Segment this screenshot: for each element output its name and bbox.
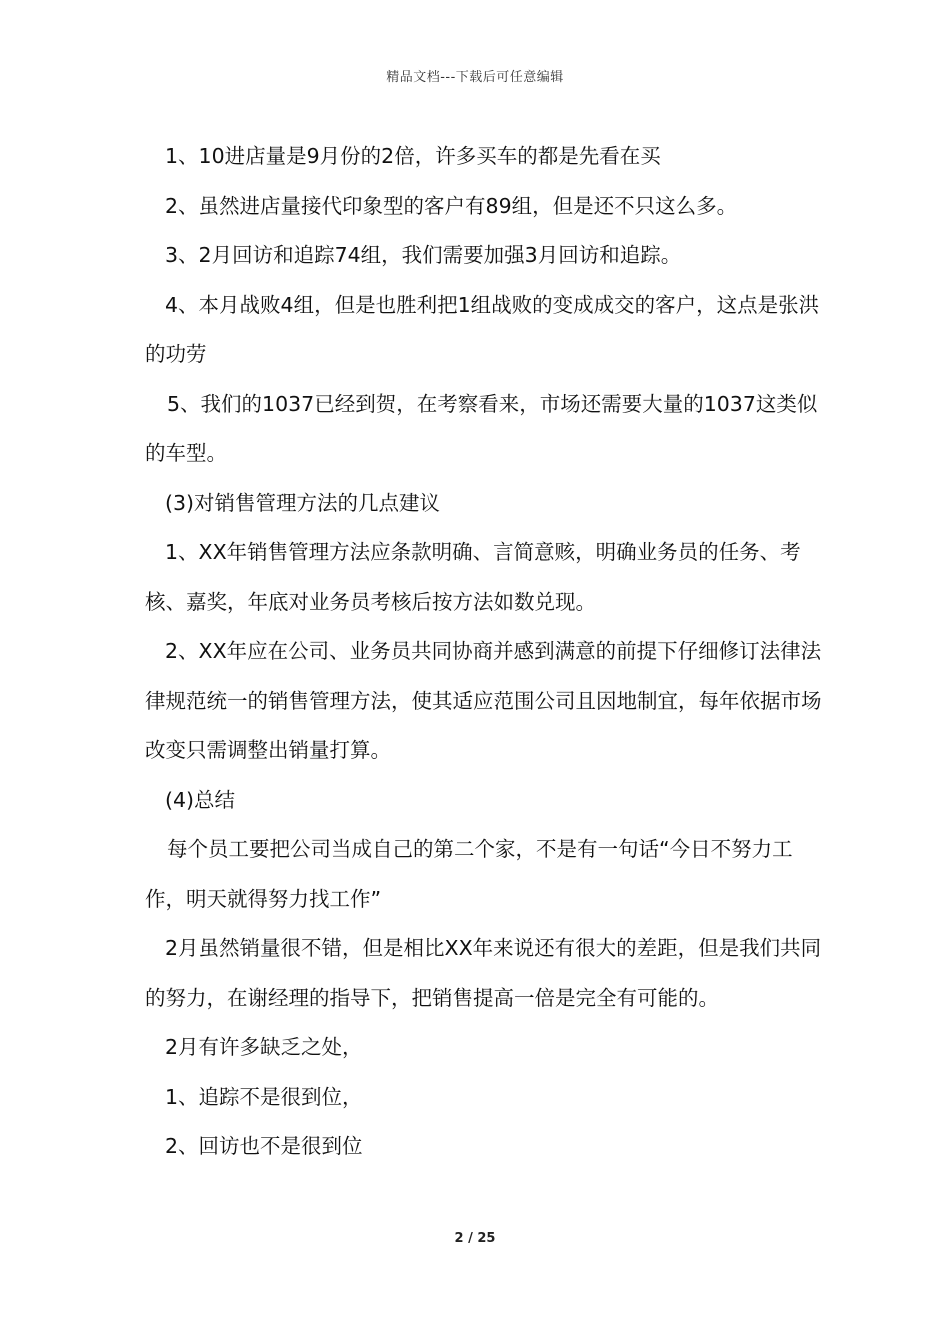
page-header: 精品文档---下载后可任意编辑	[386, 70, 564, 85]
paragraph: 每个员工要把公司当成自己的第二个家，不是有一句话“今日不努力工作，明天就得努力找工作”	[145, 837, 793, 911]
paragraph: 3、2月回访和追踪74组，我们需要加强3月回访和追踪。	[165, 243, 682, 267]
paragraph: 2、回访也不是很到位	[165, 1134, 363, 1158]
paragraph: 1、10进店量是9月份的2倍，许多买车的都是先看在买	[165, 144, 661, 168]
document-body	[145, 132, 825, 1172]
paragraph: 4、本月战败4组，但是也胜利把1组战败的变成成交的客户，这点是张洪的功劳	[145, 292, 820, 366]
section-heading: (4)总结	[165, 787, 236, 812]
paragraph: 2、XX年应在公司、业务员共同协商并感到满意的前提下仔细修订法律法律规范统一的销售管理方法，使其适应范围公司且因地制宜，每年依据市场改变只需调整出销量打算。	[145, 639, 822, 762]
paragraph: 1、追踪不是很到位，	[165, 1084, 363, 1109]
paragraph: 1、XX年销售管理方法应条款明确、言简意赅，明确业务员的任务、考核、嘉奖，年底对业务员考核后按方法如数兑现。	[145, 540, 801, 614]
page-number: 2 / 25	[454, 1231, 496, 1246]
paragraph: 2月虽然销量很不错，但是相比XX年来说还有很大的差距，但是我们共同的努力，在谢经理的指导下，把销售提高一倍是完全有可能的。	[145, 936, 822, 1010]
paragraph: 2月有许多缺乏之处，	[165, 1035, 363, 1059]
paragraph: 2、虽然进店量接代印象型的客户有89组，但是还不只这么多。	[165, 193, 738, 218]
paragraph: 5、我们的1037已经到贺，在考察看来，市场还需要大量的1037这类似的车型。	[145, 391, 818, 465]
section-heading: (3)对销售管理方法的几点建议	[165, 490, 441, 515]
